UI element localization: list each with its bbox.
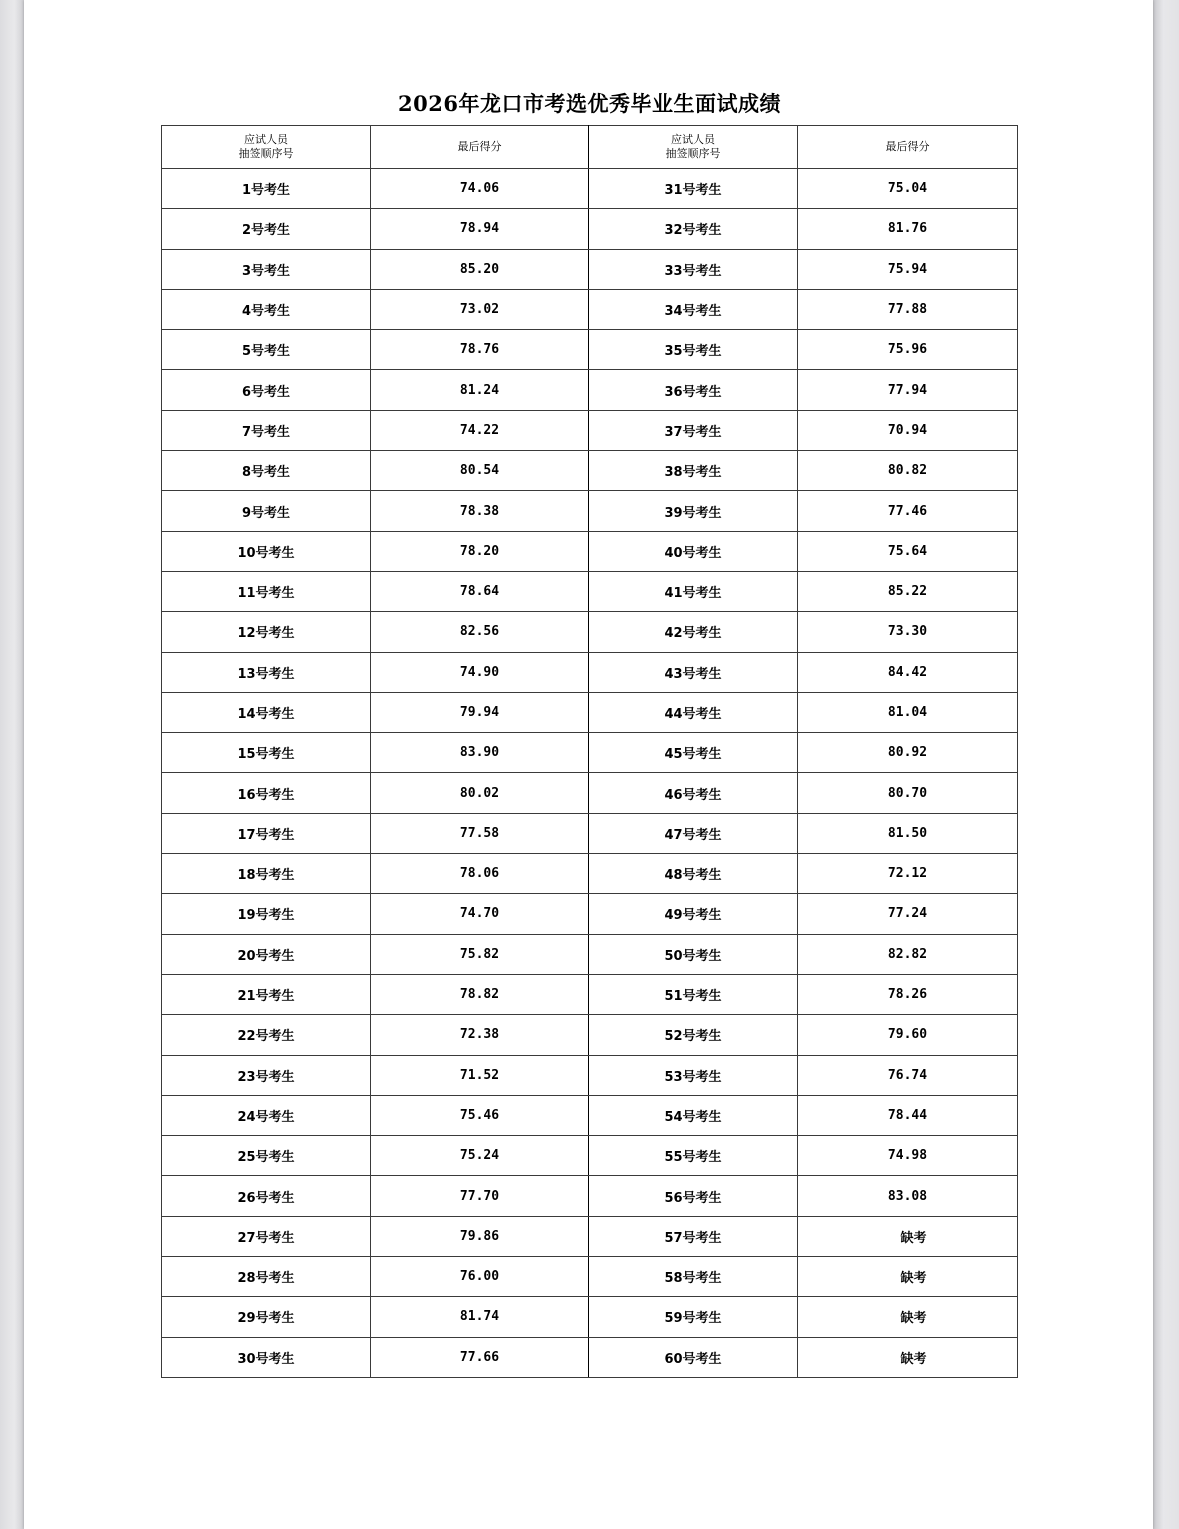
candidate-id-cell: 24号考生	[162, 1095, 371, 1135]
candidate-id-cell: 44号考生	[589, 692, 798, 732]
score-cell: 79.94	[371, 692, 589, 732]
score-cell: 81.24	[371, 370, 589, 410]
candidate-id-cell: 6号考生	[162, 370, 371, 410]
candidate-id-cell: 58号考生	[589, 1257, 798, 1297]
header-candidate-right	[589, 126, 798, 169]
score-cell: 83.90	[371, 733, 589, 773]
candidate-id-cell: 26号考生	[162, 1176, 371, 1216]
candidate-id-cell: 16号考生	[162, 773, 371, 813]
score-cell: 70.94	[798, 410, 1018, 450]
candidate-id-cell: 33号考生	[589, 249, 798, 289]
candidate-id-cell: 59号考生	[589, 1297, 798, 1337]
score-cell: 82.82	[798, 934, 1018, 974]
candidate-id-cell: 19号考生	[162, 894, 371, 934]
score-cell: 78.76	[371, 330, 589, 370]
score-cell: 74.06	[371, 169, 589, 209]
table-row	[162, 974, 1018, 1014]
score-cell: 77.46	[798, 491, 1018, 531]
table-row	[162, 571, 1018, 611]
score-cell: 78.26	[798, 974, 1018, 1014]
score-cell: 74.90	[371, 652, 589, 692]
table-row	[162, 692, 1018, 732]
candidate-id-cell: 54号考生	[589, 1095, 798, 1135]
score-cell: 75.96	[798, 330, 1018, 370]
score-cell: 78.06	[371, 854, 589, 894]
score-cell: 77.24	[798, 894, 1018, 934]
table-row	[162, 209, 1018, 249]
score-cell: 79.60	[798, 1015, 1018, 1055]
table-row	[162, 1015, 1018, 1055]
candidate-id-cell: 10号考生	[162, 531, 371, 571]
document-title: 2026年龙口市考选优秀毕业生面试成绩	[398, 91, 781, 116]
table-row	[162, 652, 1018, 692]
header-candidate-line2: 抽签顺序号	[665, 147, 721, 160]
score-cell: 80.02	[371, 773, 589, 813]
table-header-row	[162, 126, 1018, 169]
score-cell: 77.70	[371, 1176, 589, 1216]
table-row	[162, 451, 1018, 491]
score-cell: 79.86	[371, 1216, 589, 1256]
score-cell: 72.38	[371, 1015, 589, 1055]
candidate-id-cell: 18号考生	[162, 854, 371, 894]
score-cell: 81.76	[798, 209, 1018, 249]
score-cell: 73.30	[798, 612, 1018, 652]
candidate-id-cell: 53号考生	[589, 1055, 798, 1095]
candidate-id-cell: 13号考生	[162, 652, 371, 692]
candidate-id-cell: 23号考生	[162, 1055, 371, 1095]
candidate-id-cell: 15号考生	[162, 733, 371, 773]
candidate-id-cell: 12号考生	[162, 612, 371, 652]
candidate-id-cell: 8号考生	[162, 451, 371, 491]
score-cell: 缺考	[798, 1216, 1018, 1256]
candidate-id-cell: 32号考生	[589, 209, 798, 249]
score-cell: 75.82	[371, 934, 589, 974]
viewer-right-gutter	[1153, 0, 1179, 1529]
table-row	[162, 1136, 1018, 1176]
candidate-id-cell: 21号考生	[162, 974, 371, 1014]
table-row	[162, 934, 1018, 974]
candidate-id-cell: 5号考生	[162, 330, 371, 370]
candidate-id-cell: 17号考生	[162, 813, 371, 853]
score-cell: 78.44	[798, 1095, 1018, 1135]
table-row	[162, 491, 1018, 531]
score-cell: 77.88	[798, 289, 1018, 329]
table-row	[162, 370, 1018, 410]
candidate-id-cell: 3号考生	[162, 249, 371, 289]
score-cell: 80.92	[798, 733, 1018, 773]
header-candidate-line1: 应试人员	[244, 133, 288, 146]
score-cell: 80.54	[371, 451, 589, 491]
header-score-right: 最后得分	[798, 126, 1018, 169]
candidate-id-cell: 9号考生	[162, 491, 371, 531]
score-cell: 80.70	[798, 773, 1018, 813]
score-cell: 84.42	[798, 652, 1018, 692]
score-cell: 75.64	[798, 531, 1018, 571]
table-row	[162, 894, 1018, 934]
score-cell: 71.52	[371, 1055, 589, 1095]
candidate-id-cell: 57号考生	[589, 1216, 798, 1256]
header-score-left: 最后得分	[371, 126, 589, 169]
candidate-id-cell: 42号考生	[589, 612, 798, 652]
table-row	[162, 1297, 1018, 1337]
score-cell: 77.94	[798, 370, 1018, 410]
score-cell: 85.22	[798, 571, 1018, 611]
header-candidate-left	[162, 126, 371, 169]
candidate-id-cell: 51号考生	[589, 974, 798, 1014]
table-row	[162, 773, 1018, 813]
candidate-id-cell: 60号考生	[589, 1337, 798, 1377]
candidate-id-cell: 39号考生	[589, 491, 798, 531]
table-row	[162, 854, 1018, 894]
score-cell: 77.58	[371, 813, 589, 853]
score-cell: 81.04	[798, 692, 1018, 732]
header-candidate-line2: 抽签顺序号	[238, 147, 294, 160]
score-cell: 76.74	[798, 1055, 1018, 1095]
score-cell: 74.22	[371, 410, 589, 450]
score-cell: 78.94	[371, 209, 589, 249]
candidate-id-cell: 41号考生	[589, 571, 798, 611]
score-cell: 缺考	[798, 1337, 1018, 1377]
table-row	[162, 1055, 1018, 1095]
table-row	[162, 330, 1018, 370]
score-cell: 74.70	[371, 894, 589, 934]
viewer-left-gutter	[0, 0, 24, 1529]
candidate-id-cell: 25号考生	[162, 1136, 371, 1176]
table-row	[162, 1095, 1018, 1135]
candidate-id-cell: 40号考生	[589, 531, 798, 571]
candidate-id-cell: 31号考生	[589, 169, 798, 209]
candidate-id-cell: 2号考生	[162, 209, 371, 249]
candidate-id-cell: 22号考生	[162, 1015, 371, 1055]
candidate-id-cell: 27号考生	[162, 1216, 371, 1256]
score-cell: 78.64	[371, 571, 589, 611]
candidate-id-cell: 30号考生	[162, 1337, 371, 1377]
candidate-id-cell: 45号考生	[589, 733, 798, 773]
score-cell: 85.20	[371, 249, 589, 289]
candidate-id-cell: 37号考生	[589, 410, 798, 450]
candidate-id-cell: 47号考生	[589, 813, 798, 853]
candidate-id-cell: 48号考生	[589, 854, 798, 894]
candidate-id-cell: 4号考生	[162, 289, 371, 329]
candidate-id-cell: 55号考生	[589, 1136, 798, 1176]
score-table	[161, 125, 1018, 1378]
candidate-id-cell: 43号考生	[589, 652, 798, 692]
score-cell: 73.02	[371, 289, 589, 329]
candidate-id-cell: 36号考生	[589, 370, 798, 410]
score-cell: 75.04	[798, 169, 1018, 209]
candidate-id-cell: 11号考生	[162, 571, 371, 611]
score-cell: 78.20	[371, 531, 589, 571]
score-cell: 78.38	[371, 491, 589, 531]
score-cell: 81.50	[798, 813, 1018, 853]
candidate-id-cell: 56号考生	[589, 1176, 798, 1216]
score-cell: 82.56	[371, 612, 589, 652]
score-cell: 75.46	[371, 1095, 589, 1135]
table-row	[162, 612, 1018, 652]
candidate-id-cell: 52号考生	[589, 1015, 798, 1055]
candidate-id-cell: 20号考生	[162, 934, 371, 974]
score-cell: 80.82	[798, 451, 1018, 491]
table-row	[162, 249, 1018, 289]
score-cell: 77.66	[371, 1337, 589, 1377]
score-cell: 81.74	[371, 1297, 589, 1337]
candidate-id-cell: 1号考生	[162, 169, 371, 209]
score-cell: 72.12	[798, 854, 1018, 894]
score-cell: 缺考	[798, 1257, 1018, 1297]
candidate-id-cell: 34号考生	[589, 289, 798, 329]
table-row	[162, 1257, 1018, 1297]
document-page	[24, 0, 1153, 1529]
table-row	[162, 169, 1018, 209]
candidate-id-cell: 14号考生	[162, 692, 371, 732]
candidate-id-cell: 38号考生	[589, 451, 798, 491]
score-cell: 75.24	[371, 1136, 589, 1176]
candidate-id-cell: 46号考生	[589, 773, 798, 813]
candidate-id-cell: 7号考生	[162, 410, 371, 450]
table-row	[162, 1176, 1018, 1216]
score-cell: 76.00	[371, 1257, 589, 1297]
candidate-id-cell: 29号考生	[162, 1297, 371, 1337]
candidate-id-cell: 35号考生	[589, 330, 798, 370]
table-row	[162, 733, 1018, 773]
score-cell: 75.94	[798, 249, 1018, 289]
table-row	[162, 1337, 1018, 1377]
score-cell: 缺考	[798, 1297, 1018, 1337]
candidate-id-cell: 49号考生	[589, 894, 798, 934]
score-cell: 78.82	[371, 974, 589, 1014]
header-candidate-line1: 应试人员	[671, 133, 715, 146]
table-row	[162, 813, 1018, 853]
table-row	[162, 531, 1018, 571]
score-table-body	[162, 169, 1018, 1378]
candidate-id-cell: 50号考生	[589, 934, 798, 974]
table-row	[162, 289, 1018, 329]
score-cell: 74.98	[798, 1136, 1018, 1176]
candidate-id-cell: 28号考生	[162, 1257, 371, 1297]
table-row	[162, 1216, 1018, 1256]
score-cell: 83.08	[798, 1176, 1018, 1216]
table-row	[162, 410, 1018, 450]
